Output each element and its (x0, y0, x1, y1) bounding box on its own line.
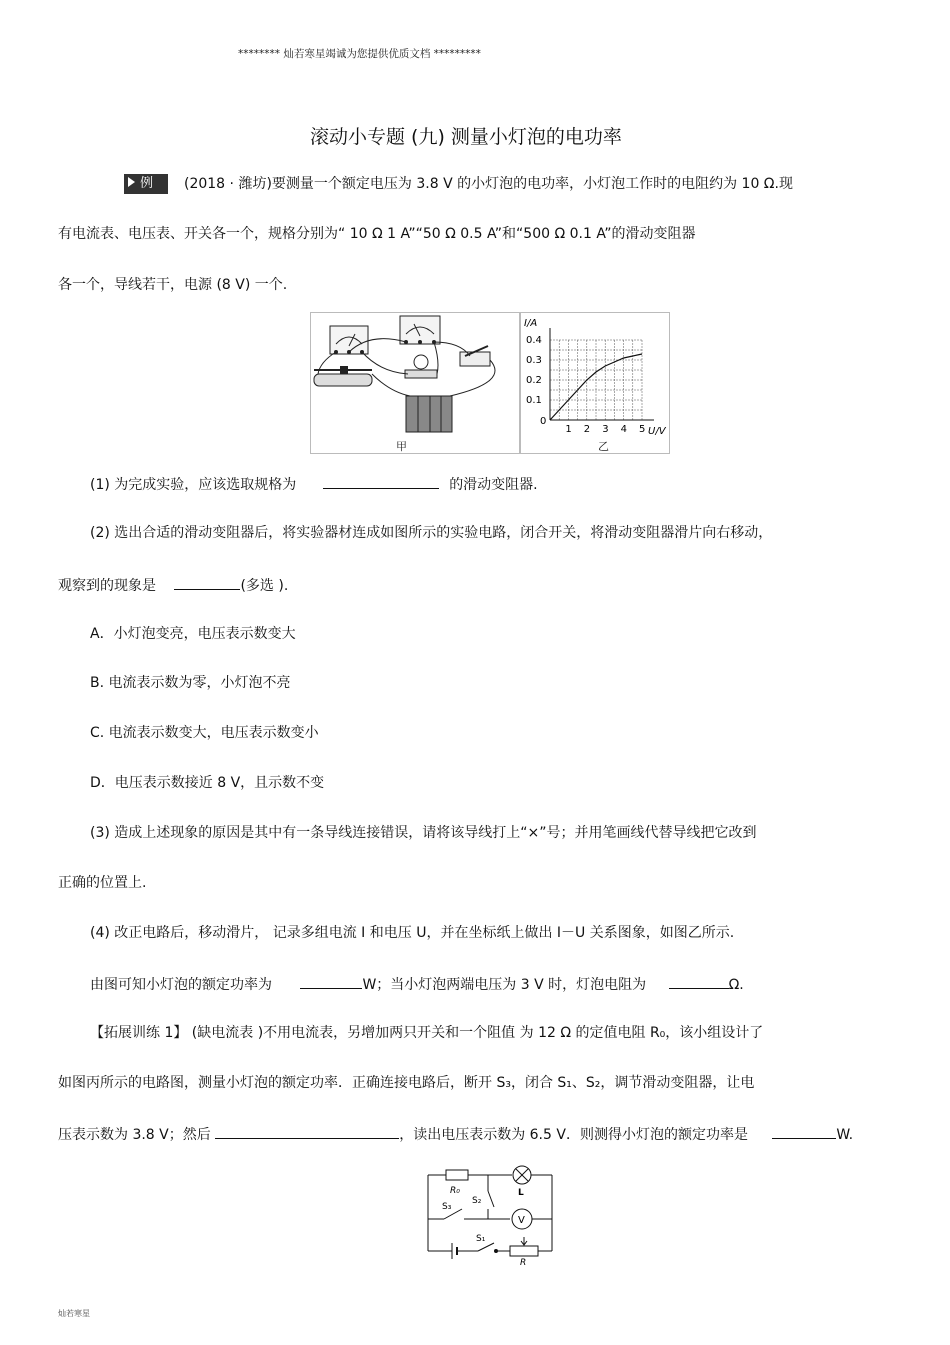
question-3-line-1: (3) 造成上述现象的原因是其中有一条导线连接错误，请将该导线打上“×”号；并用笔画线代替导线把它改到 (90, 825, 757, 841)
figure-circuit-diagram (422, 1163, 558, 1267)
rheostat-icon (510, 1246, 538, 1256)
figure-label-right: 乙 (598, 440, 609, 453)
page-title: 滚动小专题 (九) 测量小灯泡的电功率 (310, 126, 622, 148)
graph-axes (550, 328, 654, 420)
x-tick-label: 4 (620, 424, 627, 435)
ext-step-blank[interactable] (215, 1124, 399, 1139)
battery-icon (406, 396, 452, 432)
bulb-icon (405, 355, 437, 378)
x-tick-label: 1 (565, 424, 572, 435)
option-c: C. 电流表示数变大，电压表示数变小 (90, 725, 319, 741)
extension-line-2: 如图丙所示的电路图，测量小灯泡的额定功率．正确连接电路后，断开 S₃，闭合 S₁、S₂，调节滑动变阻器，让电 (58, 1075, 755, 1091)
x-tick-label: 5 (639, 424, 646, 435)
axis-lines (550, 328, 654, 420)
figure-apparatus (310, 312, 520, 454)
extension-line-1: 【拓展训练 1】 (缺电流表 )不用电流表，另增加两只开关和一个阻值 为 12 Ω 的定值电阻 R₀，该小组设计了 (90, 1025, 764, 1041)
example-line-2: 有电流表、电压表、开关各一个，规格分别为“ 10 Ω 1 A”“50 Ω 0.5 A”和“500 Ω 0.1 A”的滑动变阻器 (58, 226, 696, 242)
x-tick-label: 2 (583, 424, 591, 435)
question-2-line-1: (2) 选出合适的滑动变阻器后，将实验器材连成如图所示的实验电路，闭合开关，将滑动变阻器滑片向右移动， (90, 525, 773, 541)
label-r0: R₀ (450, 1186, 460, 1196)
question-3-line-2: 正确的位置上. (58, 875, 147, 891)
y-tick-label: 0.2 (526, 375, 542, 386)
play-icon (128, 177, 135, 187)
question-1: (1) 为完成实验，应该选取规格为 的滑动变阻器. (90, 474, 538, 494)
example-line-3: 各一个，导线若干，电源 (8 V) 一个. (58, 277, 288, 293)
switch-s1-icon (478, 1243, 494, 1251)
ext-power-blank[interactable] (772, 1124, 836, 1139)
option-a: A．小灯泡变亮，电压表示数变大 (90, 626, 296, 642)
label-l: L (518, 1188, 524, 1198)
switch-s2-icon (488, 1191, 494, 1207)
page-footer: 灿若寒星 (58, 1309, 90, 1318)
example-line-1: 例 (2018 · 潍坊)要测量一个额定电压为 3.8 V 的小灯泡的电功率，小灯泡工作时的电阻约为 10 Ω.现 (124, 174, 793, 194)
label-r: R (520, 1258, 527, 1267)
switch-icon (460, 346, 490, 366)
q2-answer-blank[interactable] (174, 575, 240, 590)
example-tag: 例 (124, 174, 168, 194)
rheostat-icon (314, 366, 372, 386)
origin-label: 0 (540, 416, 547, 427)
option-d: D．电压表示数接近 8 V，且示数不变 (90, 775, 325, 791)
y-tick-label: 0.3 (526, 355, 542, 366)
q1-answer-blank[interactable] (323, 474, 439, 489)
label-s3: S₃ (442, 1202, 452, 1212)
q4-power-blank[interactable] (300, 974, 362, 989)
voltmeter-icon (400, 316, 440, 344)
y-tick-label: 0.1 (526, 395, 542, 406)
page-header: ******** 灿若寒星竭诚为您提供优质文档 ********* (238, 48, 481, 60)
resistor-r0-icon (446, 1170, 468, 1180)
x-tick-label: 3 (602, 424, 609, 435)
option-b: B. 电流表示数为零，小灯泡不亮 (90, 675, 291, 691)
figure-iu-graph (520, 312, 670, 454)
y-axis-label: I/A (524, 318, 538, 329)
label-s1: S₁ (476, 1234, 486, 1244)
question-4-line-1: (4) 改正电路后，移动滑片， 记录多组电流 I 和电压 U，并在坐标纸上做出 I－U 关系图象，如图乙所示. (90, 925, 735, 941)
question-2-line-2: 观察到的现象是 (多选 ). (58, 575, 288, 595)
label-v: V (518, 1215, 525, 1226)
ammeter-icon (330, 326, 368, 354)
y-tick-label: 0.4 (526, 335, 542, 346)
extension-line-3: 压表示数为 3.8 V；然后 ，读出电压表示数为 6.5 V．则测得小灯泡的额定功率是 W. (58, 1124, 853, 1144)
label-s2: S₂ (472, 1196, 482, 1206)
question-4-line-2: 由图可知小灯泡的额定功率为 W；当小灯泡两端电压为 3 V 时，灯泡电阻为 Ω. (90, 974, 744, 994)
graph-grid (550, 340, 642, 420)
figure-label-left: 甲 (396, 440, 407, 453)
q4-resistance-blank[interactable] (669, 974, 729, 989)
x-axis-label: U/V (648, 426, 666, 437)
